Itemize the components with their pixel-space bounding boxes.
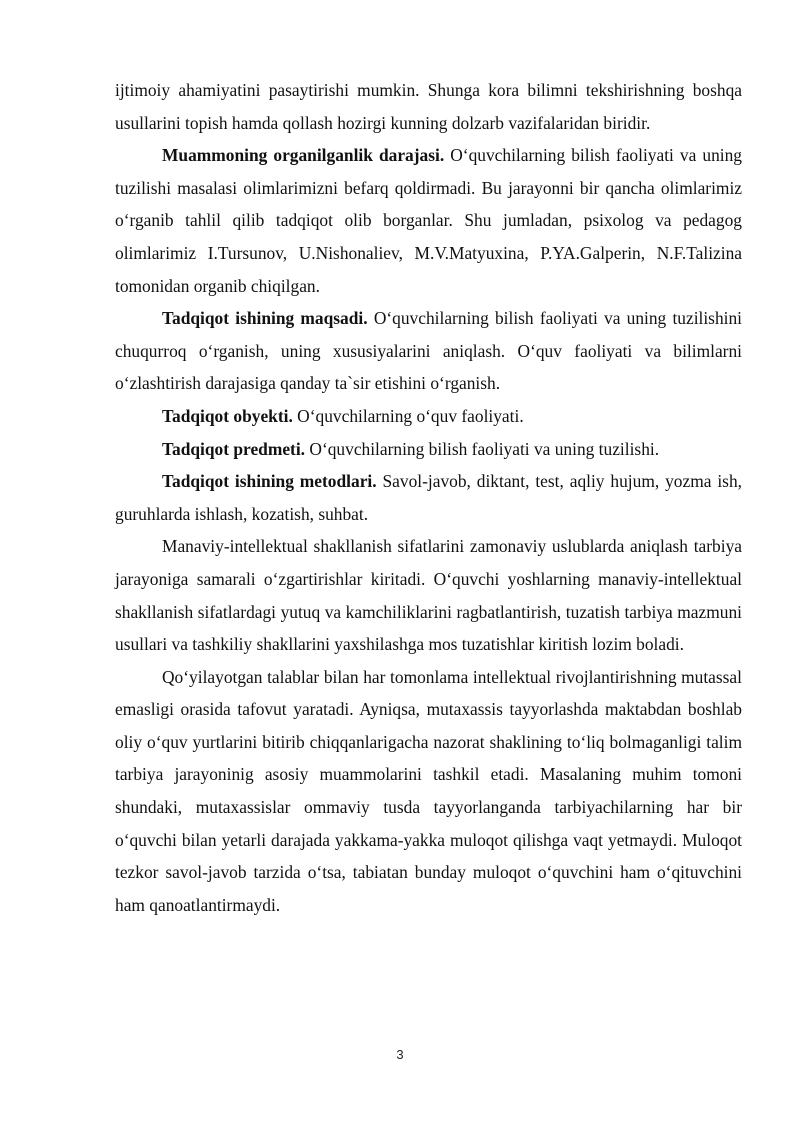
paragraph-text: Qo‘yilayotgan talablar bilan har tomonlama intellektual rivojlantirishning mutassal emasligi orasida tafovut yaratadi. Ayniqsa, mutaxassis tayyorlashda maktabdan boshlab oliy o‘quv yurtlarini bitirib chiqqanlarigacha nazorat shaklining to‘liq bolmaganligi talim tarbiya jarayoninig asosiy muammolarini tashkil etadi. Masalaning muhim tomoni shundaki, mutaxassislar ommaviy tusda tayyorlanganda tarbiyachilarning har bir o‘quvchi bilan yetarli darajada yakkama-yakka muloqot qilishga vaqt yetmaydi. Muloqot tezkor savol-javob tarzida o‘tsa, tabiatan bunday muloqot o‘quvchini ham o‘qituvchini ham qanoatlantirmaydi. xyxy=(115,666,742,915)
paragraph-heading: Muammoning organilganlik darajasi. xyxy=(162,145,445,166)
paragraph-text: O‘quvchilarning bilish faoliyati va uning tuzilishi. xyxy=(305,438,660,459)
paragraph-continuation xyxy=(115,74,742,139)
paragraph-heading: Tadqiqot ishining maqsadi. xyxy=(162,308,368,329)
paragraph-text: Savol-javob, diktant, test, aqliy hujum, yozma ish, guruhlarda ishlash, kozatish, suhbat. xyxy=(115,471,742,524)
paragraph-text: O‘quvchilarning bilish faoliyati va uning tuzilishini chuqurroq o‘rganish, uning xususiyalarini aniqlash. O‘quv faoliyati va bilimlarni o‘zlashtirish darajasiga qanday ta`sir etishini o‘rganish. xyxy=(115,308,743,394)
paragraph-body xyxy=(115,530,742,660)
paragraph-text: Manaviy-intellektual shakllanish sifatlarini zamonaviy uslublarda aniqlash tarbiya jarayoniga samarali o‘zgartirishlar kiritadi. O‘quvchi yoshlarning manaviy-intellektual shakllanish sifatlardagi yutuq va kamchiliklarini ragbatlantirish, tuzatish tarbiya mazmuni usullari va tashkiliy shakllarini yaxshilashga mos tuzatishlar kiritish lozim boladi. xyxy=(115,536,742,655)
paragraph-heading: Tadqiqot predmeti. xyxy=(162,438,306,459)
document-page xyxy=(115,74,742,921)
paragraph-text: O‘quvchilarning o‘quv faoliyati. xyxy=(292,405,524,426)
paragraph-text: O‘quvchilarning bilish faoliyati va uning tuzilishi masalasi olimlarimizni befarq qoldirmadi. Bu jarayonni bir qancha olimlarimiz o‘rganib tahlil qilib tadqiqot olib borganlar. Shu jumladan, psixolog va pedagog olimlarimiz I.Tursunov, U.Nishonaliev, M.V.Matyuxina, P.YA.Galperin, N.F.Talizina tomonidan organib chiqilgan. xyxy=(115,145,742,296)
paragraph-heading: Tadqiqot ishining metodlari. xyxy=(162,471,377,492)
paragraph-research-subject xyxy=(115,433,742,466)
paragraph-research-object xyxy=(115,400,742,433)
page-number: 3 xyxy=(396,1047,404,1062)
paragraph-body xyxy=(115,661,742,922)
paragraph-research-goal xyxy=(115,302,742,400)
paragraph-heading: Tadqiqot obyekti. xyxy=(162,405,293,426)
paragraph-research-methods xyxy=(115,465,742,530)
paragraph-research-level xyxy=(115,139,742,302)
paragraph-text: ijtimoiy ahamiyatini pasaytirishi mumkin. Shunga kora bilimni tekshirishning boshqa usullarini topish hamda qollash hozirgi kunning dolzarb vazifalaridan biridir. xyxy=(115,80,742,133)
